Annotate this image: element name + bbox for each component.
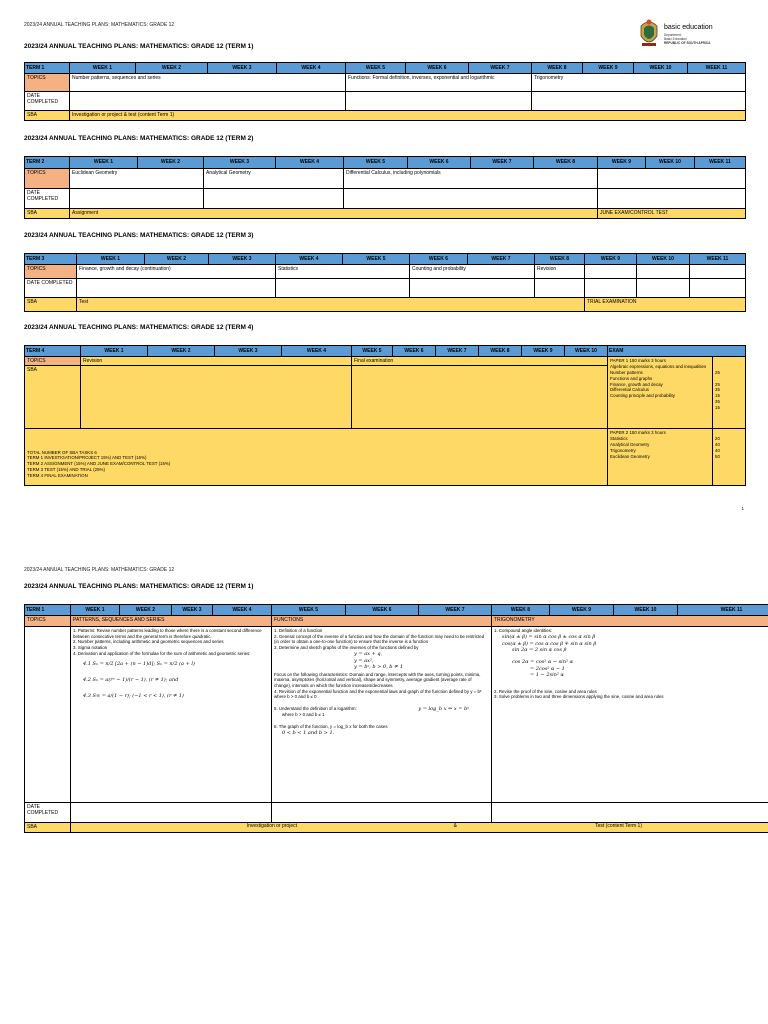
term-label: TERM 2 — [25, 157, 70, 169]
topics-label: TOPICS — [25, 169, 70, 189]
sba-summary — [25, 429, 608, 486]
week-header: WEEK 1 — [77, 254, 145, 265]
functions-focus: Focus on the following characteristics: Domain and range, intercepts with the axes, turning points, minima, maxima, asymptotes (horizontal and vertical), shape and symmetry, average gradient (average rate of change), intervals on which the function increases/decreases — [274, 671, 481, 688]
week-header: WEEK 9 — [585, 254, 637, 265]
date-cell[interactable] — [344, 189, 598, 209]
week-header: WEEK 1 — [70, 157, 138, 169]
paper1-topic: Differential Calculus — [610, 387, 649, 393]
date-cell[interactable] — [598, 189, 746, 209]
topic-cell: Trigonometry — [532, 74, 746, 92]
date-cell[interactable] — [410, 279, 535, 298]
patterns-item: 4. Derivation and application of the formulae for the sum of arithmetic and geometric series: — [73, 651, 251, 657]
term-label: TERM 3 — [25, 254, 77, 265]
sba-cell — [81, 366, 352, 429]
topics-label: TOPICS — [25, 74, 70, 92]
term3-table — [24, 253, 746, 312]
week-header: WEEK 3 — [208, 63, 277, 74]
week-header: WEEK 4 — [277, 63, 346, 74]
topic-cell: Functions: Formal definition, inverses, exponential and logarithmic — [346, 74, 532, 92]
week-header: WEEK 8 — [532, 63, 583, 74]
sba-exam-cell: TRIAL EXAMINATION — [585, 298, 746, 312]
date-completed-label: DATE COMPLETED — [25, 92, 70, 111]
logo-sub3: REPUBLIC OF SOUTH AFRICA — [664, 41, 711, 45]
summary-line: TERM 1 INVESTIGATION/PROJECT 15%) AND TEST (15%) — [27, 455, 147, 461]
dbe-logo — [638, 16, 748, 52]
week-header: WEEK 10 — [565, 346, 608, 357]
term3-title: 2023/24 ANNUAL TEACHING PLANS: MATHEMATICS: GRADE 12 (TERM 3) — [24, 232, 254, 239]
page-2 — [0, 555, 768, 1015]
paper1-topic: Algebraic expressions, equations and inequalities — [610, 363, 707, 369]
trig-identity: sin(α ± β) = sin α cos β ± cos α sin β — [502, 633, 596, 640]
week-header: WEEK 11 — [678, 605, 768, 616]
term1-table — [24, 62, 746, 121]
paper1-topic: Functions and graphs — [610, 375, 653, 381]
date-cell[interactable] — [204, 189, 344, 209]
topic-cell — [598, 169, 746, 189]
week-header: WEEK 9 — [522, 346, 565, 357]
date-cell[interactable] — [637, 279, 690, 298]
sba-part: Test (content Term 1) — [595, 823, 642, 829]
date-completed-label: DATE COMPLETED — [25, 803, 71, 823]
date-cell[interactable] — [585, 279, 637, 298]
page-number: 1 — [741, 506, 744, 511]
topics-label: TOPICS — [25, 357, 81, 366]
week-header: WEEK 5 — [343, 254, 410, 265]
topic-cell: Statistics — [276, 265, 410, 279]
week-header: WEEK 10 — [614, 605, 678, 616]
week-header: WEEK 5 — [346, 63, 406, 74]
sba-part: Investigation or project — [246, 823, 297, 829]
functions-item: 5. Understand the definition of a logarithm: — [274, 705, 357, 711]
functions-content — [272, 627, 492, 803]
term2-title: 2023/24 ANNUAL TEACHING PLANS: MATHEMATICS: GRADE 12 (TERM 2) — [24, 135, 254, 142]
paper2-head: PAPER 2 150 marks 3 hours — [610, 430, 666, 435]
week-header: WEEK 5 — [344, 157, 408, 169]
week-header: WEEK 10 — [646, 157, 695, 169]
paper1-mark: 35 — [715, 399, 720, 405]
formula-4-2: 4.2 Sₙ = a(rⁿ − 1)/(r − 1), (r ≠ 1); and — [83, 676, 179, 683]
week-header: WEEK 7 — [471, 157, 534, 169]
paper2-topic: Trigonometry — [610, 447, 636, 453]
week-header: WEEK 9 — [583, 63, 634, 74]
date-cell[interactable] — [346, 92, 532, 111]
topic-cell: Number patterns, sequences and series — [70, 74, 346, 92]
patterns-item: 2. Number patterns, including arithmetic and geometric sequences and series — [73, 639, 224, 645]
paper1-mark: 15 — [715, 405, 720, 411]
summary-line: TERM 3 TEST (15%) AND TRIAL (25%) — [27, 467, 105, 473]
week-header: WEEK 8 — [492, 605, 550, 616]
paper2-mark: 20 — [715, 435, 720, 441]
trig-identity: cos(α ± β) = cos α cos β ∓ sin α sin β — [502, 640, 597, 647]
paper1-topic: Counting principle and probability — [610, 393, 675, 399]
week-header: WEEK 11 — [690, 254, 746, 265]
week-header: WEEK 9 — [550, 605, 614, 616]
term1-title: 2023/24 ANNUAL TEACHING PLANS: MATHEMATICS: GRADE 12 (TERM 1) — [24, 43, 254, 50]
term2-table — [24, 156, 746, 219]
log-definition: y = log_b x ⇔ x = bʸ — [418, 705, 469, 712]
summary-line: TERM 2 ASSIGNMENT (15%) AND JUNE EXAM/CONTROL TEST (15%) — [27, 461, 171, 467]
term-label: TERM 4 — [25, 346, 81, 357]
summary-line: TOTAL NUMBER OF SBA TASKS 6 — [27, 449, 97, 455]
week-header: WEEK 2 — [148, 346, 215, 357]
trig-content — [492, 627, 768, 803]
term-label: TERM 1 — [25, 63, 70, 74]
date-cell[interactable] — [77, 279, 276, 298]
week-header: WEEK 8 — [535, 254, 585, 265]
date-cell[interactable] — [532, 92, 746, 111]
paper1-mark: 25 — [715, 369, 720, 375]
trig-item: 2. Revise the proof of the sine, cosine and area rules — [494, 688, 597, 694]
week-header: WEEK 4 — [213, 605, 272, 616]
func-eq: y = bˣ, b > 0, b ≠ 1 — [354, 664, 404, 671]
trig-identity: = 2cos² α − 1 — [530, 665, 565, 672]
week-header: WEEK 5 — [352, 346, 393, 357]
functions-item: 1. Definition of a function — [274, 628, 323, 633]
date-cell[interactable] — [272, 803, 492, 823]
sba-label: SBA — [25, 823, 71, 833]
week-header: WEEK 4 — [276, 254, 343, 265]
week-header: WEEK 4 — [276, 157, 344, 169]
week-header: WEEK 11 — [688, 63, 746, 74]
paper1-head: PAPER 1 150 marks 3 hours — [610, 358, 666, 363]
week-header: WEEK 6 — [408, 157, 471, 169]
logo-sub1: Department: — [664, 33, 682, 37]
week-header: WEEK 7 — [436, 346, 479, 357]
paper1-topic: Finance, growth and decay — [610, 381, 663, 387]
sba-cell: Test — [77, 298, 585, 312]
topic-cell — [585, 265, 637, 279]
trig-identity: sin 2α = 2 sin α cos β — [512, 647, 567, 654]
date-cell[interactable] — [690, 279, 746, 298]
term1-detail-table — [24, 604, 768, 833]
topic-cell: Revision — [81, 357, 352, 366]
topic-cell: Finance, growth and decay (continuation) — [77, 265, 276, 279]
term4-title: 2023/24 ANNUAL TEACHING PLANS: MATHEMATICS: GRADE 12 (TERM 4) — [24, 324, 254, 331]
paper2-marks-cell — [713, 429, 746, 486]
log-row — [274, 706, 489, 712]
week-header: WEEK 1 — [81, 346, 148, 357]
sba-cell — [71, 823, 768, 833]
week-header: WEEK 5 — [272, 605, 346, 616]
formula-4-1: 4.1 Sₙ = n/2 [2a + (n − 1)d]; Sₙ = n/2 (a + l) — [83, 660, 195, 667]
patterns-item: 1. Patterns: Revise number patterns leading to those where there is a constant second difference between consecutive terms and the general term is therefore quadratic. — [73, 628, 262, 639]
coat-of-arms-icon — [638, 18, 660, 48]
topic-cell: FUNCTIONS — [272, 616, 492, 627]
topic-cell: Counting and probability — [410, 265, 535, 279]
week-header: WEEK 7 — [469, 63, 532, 74]
paper2-topic: Euclidean Geometry — [610, 453, 650, 459]
trig-item: 1. Compound angle identities: — [494, 628, 553, 633]
functions-item: where b > 0 and b ≠ 1 — [282, 712, 325, 718]
paper1-cell — [608, 357, 713, 429]
content-label — [25, 627, 71, 803]
week-header: WEEK 6 — [406, 63, 469, 74]
week-header: WEEK 7 — [419, 605, 492, 616]
paper1-mark: 35 — [715, 387, 720, 393]
functions-item: 0 < b < 1 and b > 1. — [282, 729, 335, 736]
func-eq: y = ax + q, — [354, 651, 383, 658]
week-header: WEEK 3 — [172, 605, 213, 616]
func-eq: y = ax², — [354, 657, 374, 664]
trig-identity: = 1 − 2sin² α — [530, 672, 564, 679]
topics-label: TOPICS — [25, 265, 77, 279]
week-header: WEEK 3 — [215, 346, 282, 357]
logo-brand: basic education — [664, 24, 713, 31]
exam-header: EXAM — [608, 346, 746, 357]
week-header: WEEK 6 — [410, 254, 468, 265]
date-completed-label: DATE COMPLETED — [25, 189, 70, 209]
sba-cell: Investigation or project & test (content Term 1) — [70, 111, 746, 121]
sba-label: SBA — [25, 298, 77, 312]
week-header: WEEK 3 — [204, 157, 276, 169]
week-header: WEEK 2 — [145, 254, 209, 265]
trig-identity: cos 2α = cos² α − sin² α — [512, 659, 573, 666]
topic-cell — [690, 265, 746, 279]
week-header: WEEK 8 — [479, 346, 522, 357]
term-label: TERM 1 — [25, 605, 71, 616]
date-completed-label: DATE COMPLETED — [25, 279, 77, 298]
functions-item: 4. Revision of the exponential function and the exponential laws and graph of the function defined by y = bˣ where b > 0 and b ≠ 0 — [274, 688, 482, 700]
topic-cell: PATTERNS, SEQUENCES AND SERIES — [71, 616, 272, 627]
week-header: WEEK 2 — [136, 63, 208, 74]
patterns-item: 3. Sigma notation — [73, 645, 108, 651]
week-header: WEEK 1 — [71, 605, 120, 616]
paper1-mark: 15 — [715, 393, 720, 399]
week-header: WEEK 4 — [282, 346, 352, 357]
date-cell[interactable] — [492, 803, 768, 823]
functions-item: 6. The graph of the function, y = log_b x for both the cases — [274, 723, 388, 729]
sba-exam-cell: JUNE EXAM/CONTROL TEST — [598, 209, 746, 219]
week-header: WEEK 7 — [468, 254, 535, 265]
paper1-marks-cell — [713, 357, 746, 429]
paper2-mark: 50 — [715, 453, 720, 459]
sba-cell: Assignment — [70, 209, 598, 219]
paper2-cell — [608, 429, 713, 486]
week-header: WEEK 8 — [534, 157, 598, 169]
topic-cell: Analytical Geometry — [204, 169, 344, 189]
week-header: WEEK 6 — [346, 605, 419, 616]
sba-label: SBA — [25, 111, 70, 121]
week-header: WEEK 11 — [695, 157, 746, 169]
topic-cell — [637, 265, 690, 279]
functions-item: 2. General concept of the inverse of a function and how the domain of the function may need to be restricted (in order to obtain a one-to-one function) to ensure that the inverse is a function — [274, 633, 485, 645]
paper2-topic: Statistics — [610, 435, 628, 441]
week-header: WEEK 9 — [598, 157, 646, 169]
paper1-topic: Number patterns — [610, 369, 643, 375]
week-header: WEEK 10 — [634, 63, 688, 74]
week-header: WEEK 6 — [393, 346, 436, 357]
week-header: WEEK 2 — [138, 157, 204, 169]
week-header: WEEK 3 — [209, 254, 276, 265]
paper2-mark: 40 — [715, 447, 720, 453]
topic-cell: TRIGONOMETRY — [492, 616, 768, 627]
topic-cell: Final examination — [352, 357, 608, 366]
week-header: WEEK 10 — [637, 254, 690, 265]
date-cell[interactable] — [70, 92, 346, 111]
paper1-mark: 25 — [715, 381, 720, 387]
date-cell[interactable] — [276, 279, 410, 298]
paper2-topic: Analytical Geometry — [610, 441, 650, 447]
week-header: WEEK 1 — [70, 63, 136, 74]
topic-cell: Revision — [535, 265, 585, 279]
doc-header: 2023/24 ANNUAL TEACHING PLANS: MATHEMATICS: GRADE 12 — [24, 22, 175, 28]
date-cell[interactable] — [70, 189, 204, 209]
summary-line: TERM 4 FINAL EXAMINATION — [27, 473, 88, 479]
sba-label: SBA — [25, 209, 70, 219]
formula-4-3: 4.3 S∞ = a/(1 − r); (−1 < r < 1), (r ≠ 1) — [83, 693, 184, 700]
patterns-content — [71, 627, 272, 803]
topics-label: TOPICS — [25, 616, 71, 627]
date-cell[interactable] — [71, 803, 272, 823]
sba-part: & — [453, 823, 457, 829]
trig-item: 3. Solve problems in two and three dimensions applying the sine, cosine and area rules — [494, 694, 664, 700]
topic-cell: Euclidean Geometry — [70, 169, 204, 189]
date-cell[interactable] — [535, 279, 585, 298]
functions-item: 3. Determine and sketch graphs of the inverses of the functions defined by — [274, 645, 419, 651]
week-header: WEEK 2 — [120, 605, 172, 616]
sba-label: SBA — [25, 366, 81, 429]
sba-cell — [352, 366, 608, 429]
doc-header: 2023/24 ANNUAL TEACHING PLANS: MATHEMATICS: GRADE 12 — [24, 567, 175, 573]
topic-cell: Differential Calculus, including polynomials — [344, 169, 598, 189]
paper2-mark: 40 — [715, 441, 720, 447]
page2-title: 2023/24 ANNUAL TEACHING PLANS: MATHEMATICS: GRADE 12 (TERM 1) — [24, 583, 254, 590]
logo-sub2: Basic Education — [664, 37, 687, 41]
term4-table — [24, 345, 746, 486]
